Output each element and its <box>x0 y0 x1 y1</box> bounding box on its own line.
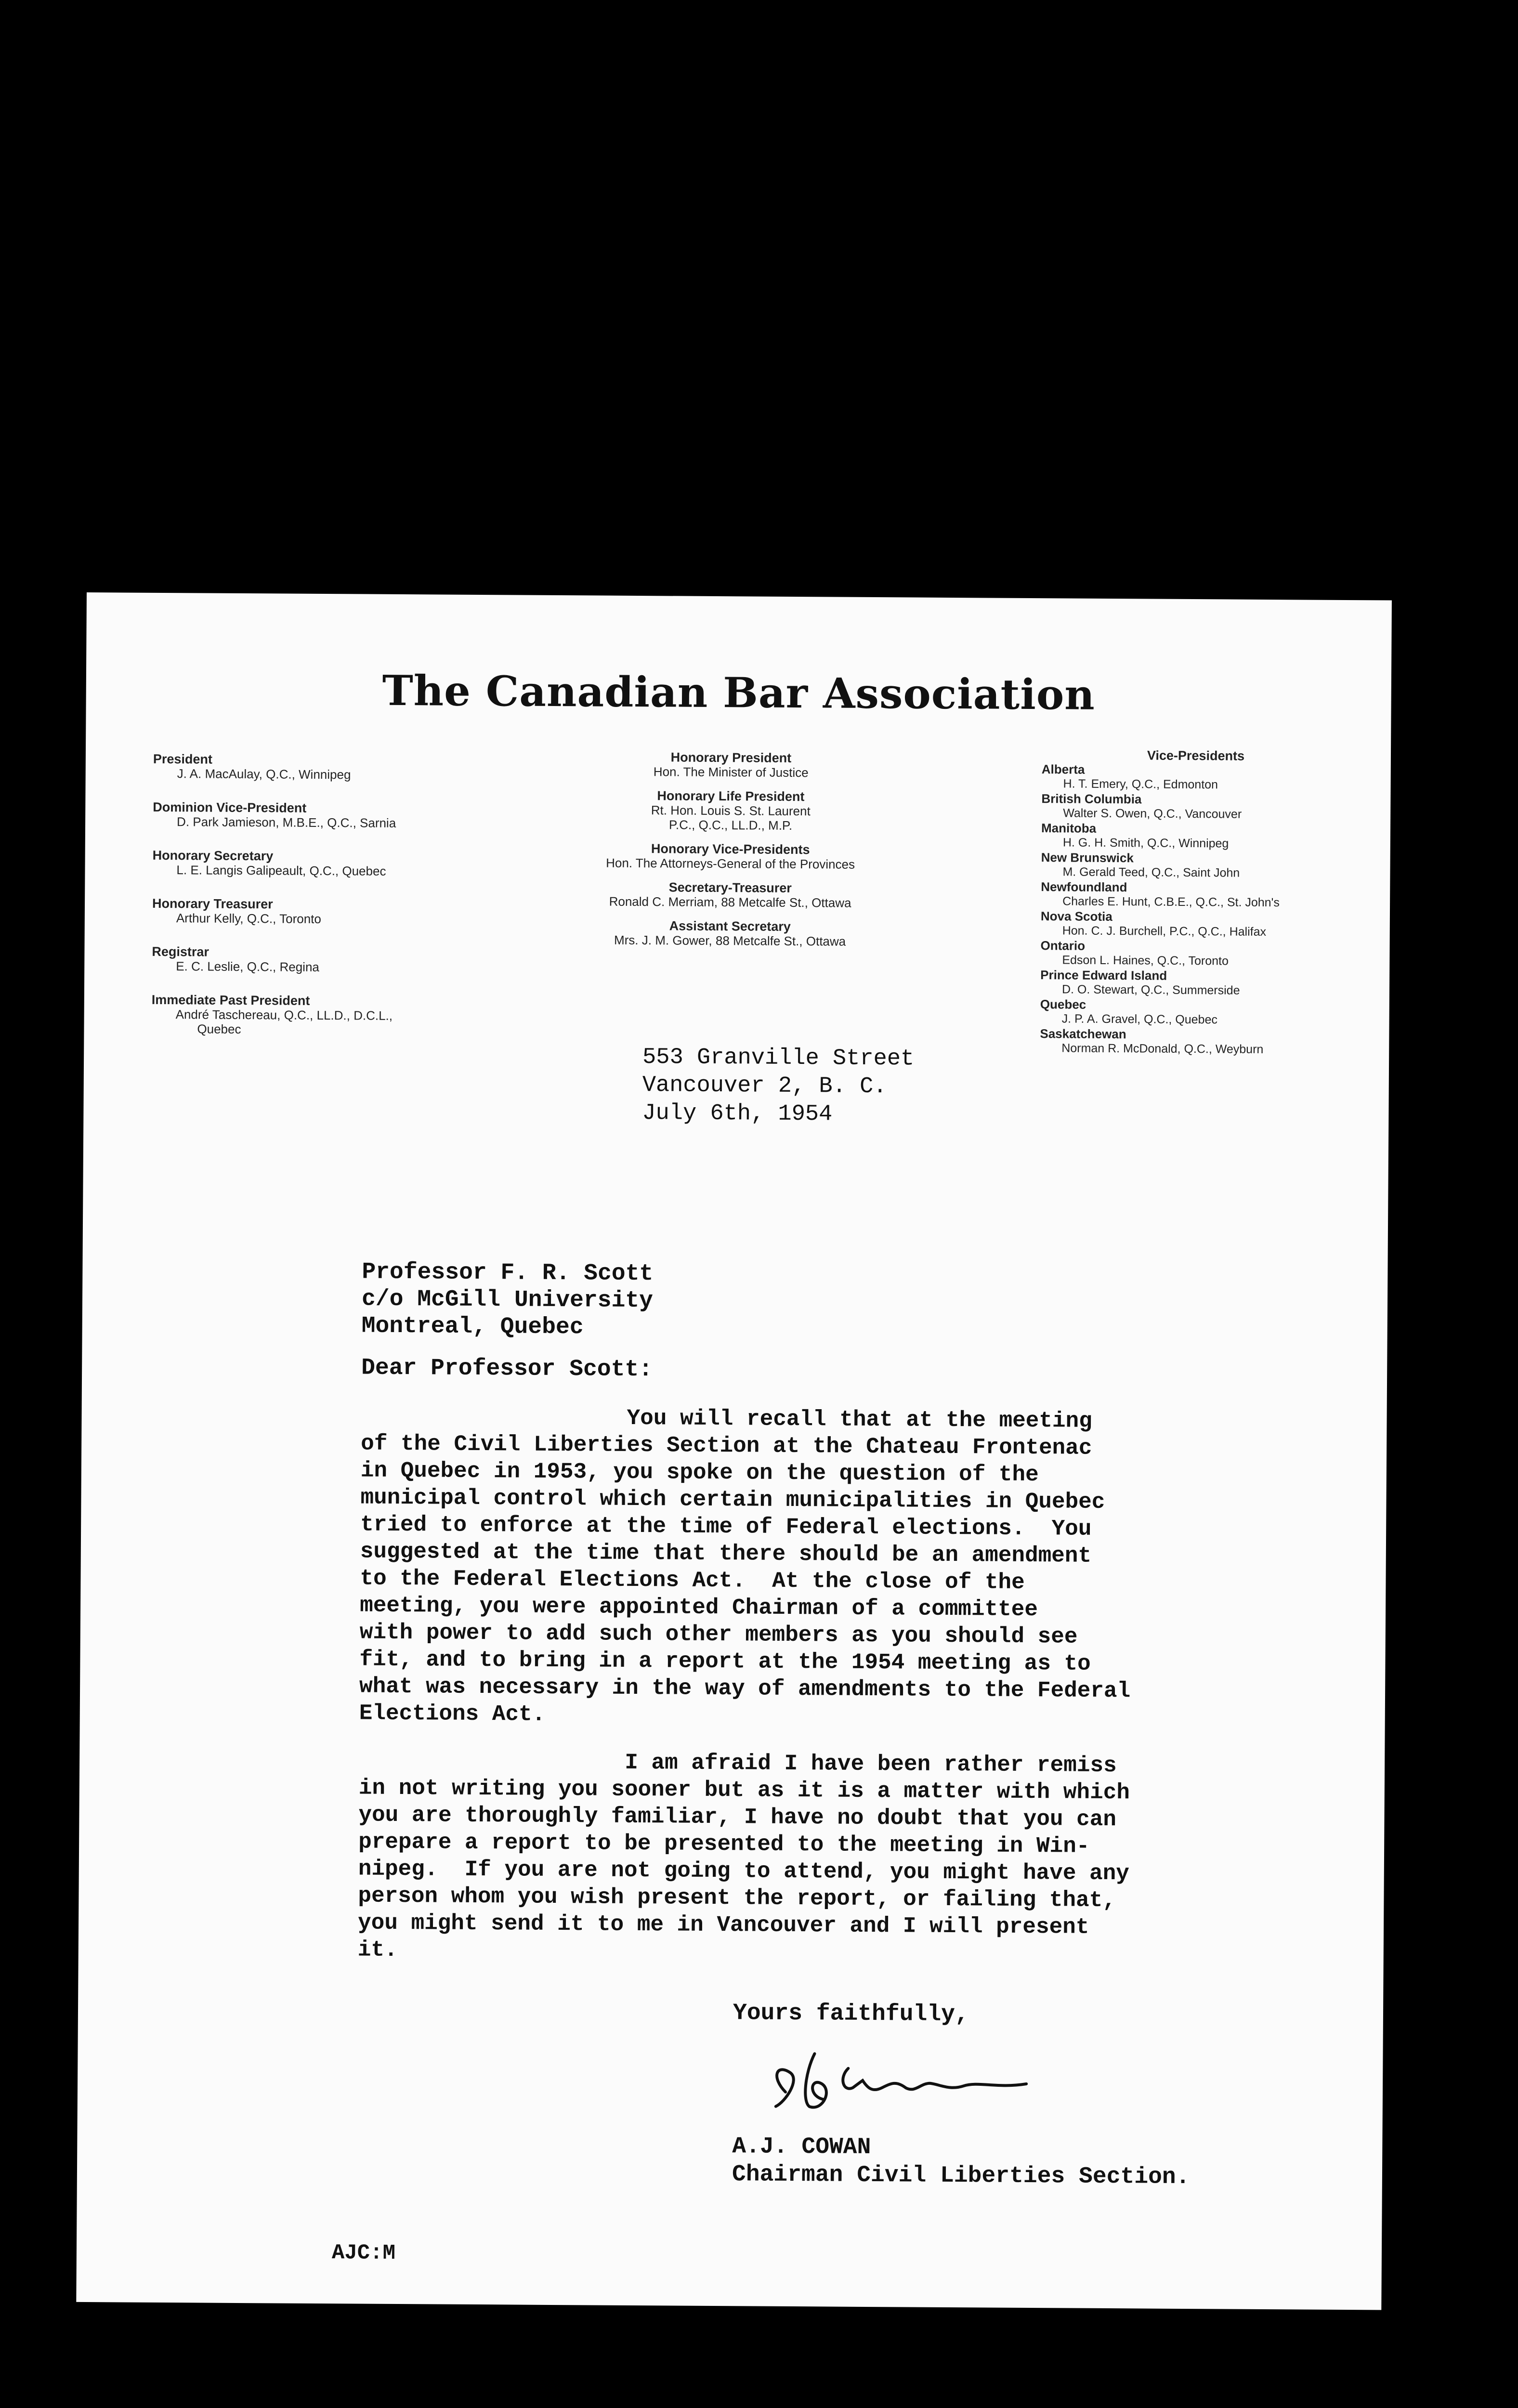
address-city: Vancouver 2, B. C. <box>642 1073 887 1100</box>
officer-block <box>153 800 480 831</box>
recipient-institution: c/o McGill University <box>361 1286 654 1314</box>
vp-name: H. G. H. Smith, Q.C., Winnipeg <box>1062 836 1229 851</box>
officer-name: L. E. Langis Galipeault, Q.C., Quebec <box>176 863 386 878</box>
signer-name: A.J. COWAN <box>732 2133 871 2161</box>
officer-name: D. Park Jamieson, M.B.E., Q.C., Sarnia <box>177 814 396 830</box>
paragraph-line: You will recall that at the meeting <box>361 1404 1092 1434</box>
recipient-block <box>362 1259 654 1342</box>
signer-block <box>732 2133 1190 2191</box>
sender-address <box>642 1044 914 1129</box>
vp-name: Edson L. Haines, Q.C., Toronto <box>1062 953 1229 968</box>
officer-name: André Taschereau, Q.C., LL.D., D.C.L., <box>175 1007 393 1023</box>
closing: Yours faithfully, <box>733 2000 969 2028</box>
officer-name: Arthur Kelly, Q.C., Toronto <box>176 911 322 926</box>
officer-block <box>151 993 479 1038</box>
paragraph-line: in Quebec in 1953, you spoke on the question of the <box>360 1458 1039 1488</box>
officer-role: President <box>153 751 213 767</box>
paragraph-line: I am afraid I have been rather remiss <box>359 1748 1117 1779</box>
officer-block <box>557 918 903 949</box>
paragraph-line: in not writing you sooner but as it is a matter with which <box>358 1775 1130 1806</box>
vp-province: New Brunswick <box>1041 850 1134 865</box>
vice-presidents-title: Vice-Presidents <box>1147 748 1245 763</box>
officers-center-column <box>556 749 904 958</box>
handwritten-signature <box>757 2034 1056 2128</box>
officer-role: Honorary Treasurer <box>152 896 273 912</box>
officer-name: Mrs. J. M. Gower, 88 Metcalfe St., Ottawa <box>614 932 846 949</box>
paragraph-line: fit, and to bring in a report at the 1954 meeting as to <box>359 1647 1091 1676</box>
vp-name: Charles E. Hunt, C.B.E., Q.C., St. John's <box>1062 894 1280 910</box>
paragraph-line: prepare a report to be presented to the meeting in Win- <box>358 1829 1090 1859</box>
vp-province: Manitoba <box>1041 821 1097 836</box>
vp-province: British Columbia <box>1041 791 1142 807</box>
officer-name: Hon. The Minister of Justice <box>653 764 809 780</box>
address-street: 553 Granville Street <box>642 1045 915 1072</box>
letter-page <box>76 592 1392 2310</box>
officer-block <box>152 944 479 975</box>
paragraph-line: nipeg. If you are not going to attend, you might have any <box>358 1856 1130 1886</box>
officer-block <box>557 788 904 833</box>
officer-block <box>152 848 480 879</box>
paragraph-line: you might send it to me in Vancouver and I will present <box>357 1910 1089 1940</box>
officer-role: Dominion Vice-President <box>153 799 307 815</box>
paragraph-line: with power to add such other members as you should see <box>359 1620 1078 1649</box>
officer-name: Ronald C. Merriam, 88 Metcalfe St., Ottawa <box>609 894 851 910</box>
vp-name: Norman R. McDonald, Q.C., Weyburn <box>1061 1041 1264 1056</box>
officer-name: J. A. MacAulay, Q.C., Winnipeg <box>177 766 351 782</box>
officer-block <box>557 841 903 872</box>
officer-role: Registrar <box>152 944 209 959</box>
officer-role: Honorary Vice-Presidents <box>651 841 810 857</box>
officer-name: P.C., Q.C., LL.D., M.P. <box>668 817 793 833</box>
paragraph-line: you are thoroughly familiar, I have no doubt that you can <box>358 1802 1117 1832</box>
paragraph-line: meeting, you were appointed Chairman of a committee <box>360 1593 1038 1623</box>
typist-initials: AJC:M <box>331 2241 396 2265</box>
vp-province: Nova Scotia <box>1040 909 1112 924</box>
paragraph-line: to the Federal Elections Act. At the close of the <box>360 1566 1025 1595</box>
officer-name: Hon. The Attorneys-General of the Provinces <box>606 855 855 872</box>
officer-role: Immediate Past President <box>151 992 310 1008</box>
officer-role: Secretary-Treasurer <box>668 880 792 895</box>
officers-left-column <box>151 752 481 1057</box>
signer-title: Chairman Civil Liberties Section. <box>732 2161 1190 2191</box>
letterhead-title: The Canadian Bar Association <box>382 666 1096 720</box>
recipient-name: Professor F. R. Scott <box>362 1259 654 1287</box>
body-paragraph-2 <box>358 1747 1322 1969</box>
vice-presidents-column <box>1040 747 1350 1058</box>
paragraph-line: tried to enforce at the time of Federal elections. You <box>360 1512 1092 1542</box>
vp-province: Quebec <box>1040 997 1086 1012</box>
letter-date: July 6th, 1954 <box>642 1100 833 1127</box>
officer-role: Honorary Life President <box>657 788 805 804</box>
paragraph-line: what was necessary in the way of amendments to the Federal <box>359 1674 1131 1704</box>
officer-name: Rt. Hon. Louis S. St. Laurent <box>651 803 811 819</box>
vp-province: Prince Edward Island <box>1040 968 1167 983</box>
paragraph-line: it. <box>357 1937 398 1963</box>
paragraph-line: suggested at the time that there should be an amendment <box>360 1539 1092 1569</box>
officer-role: Honorary Secretary <box>152 848 274 864</box>
officer-block <box>153 752 481 783</box>
vp-name: J. P. A. Gravel, Q.C., Quebec <box>1061 1012 1218 1027</box>
vp-province: Alberta <box>1041 762 1085 777</box>
officer-name: Quebec <box>197 1021 241 1036</box>
vp-name: Hon. C. J. Burchell, P.C., Q.C., Halifax <box>1062 924 1267 939</box>
body-paragraph-1 <box>359 1403 1324 1733</box>
vp-province: Newfoundland <box>1041 879 1127 895</box>
officer-role: Assistant Secretary <box>669 918 791 934</box>
paragraph-line: person whom you wish present the report, or failing that, <box>358 1883 1116 1913</box>
officer-block <box>558 749 904 780</box>
officer-name: E. C. Leslie, Q.C., Regina <box>176 959 320 974</box>
vp-name: M. Gerald Teed, Q.C., Saint John <box>1062 865 1240 880</box>
salutation: Dear Professor Scott: <box>361 1355 653 1383</box>
paragraph-line: municipal control which certain municipalities in Quebec <box>360 1485 1105 1515</box>
vp-province: Saskatchewan <box>1040 1026 1126 1042</box>
vp-name: H. T. Emery, Q.C., Edmonton <box>1063 777 1218 792</box>
vp-name: D. O. Stewart, Q.C., Summerside <box>1061 982 1240 997</box>
officer-block <box>557 879 903 910</box>
vp-province: Ontario <box>1040 938 1086 953</box>
recipient-city: Montreal, Quebec <box>361 1313 584 1341</box>
paragraph-line: of the Civil Liberties Section at the Chateau Frontenac <box>361 1431 1092 1461</box>
officer-role: Honorary President <box>670 750 792 765</box>
officer-block <box>152 896 480 927</box>
paragraph-line: Elections Act. <box>359 1701 546 1727</box>
vp-name: Walter S. Owen, Q.C., Vancouver <box>1063 806 1242 821</box>
